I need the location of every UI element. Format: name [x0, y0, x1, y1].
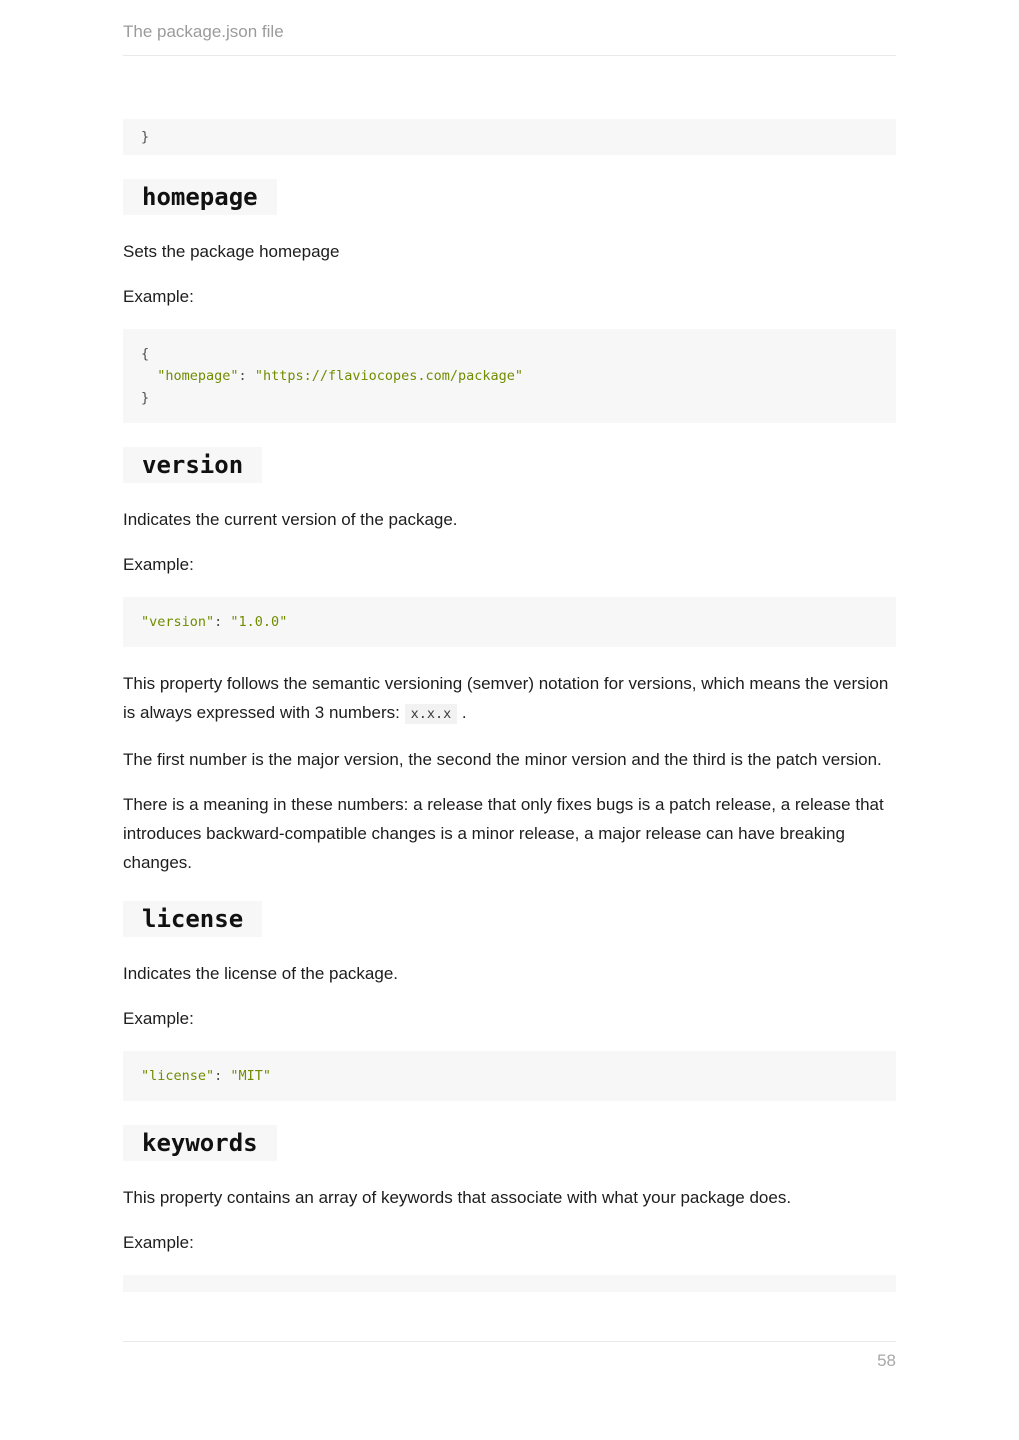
version-semver-inline-code: x.x.x: [405, 704, 458, 724]
version-semver-text-after: .: [457, 703, 467, 722]
code-block-license: "license": "MIT": [123, 1051, 896, 1101]
section-heading-license-label: license: [123, 901, 262, 937]
section-heading-version: [123, 447, 896, 483]
page-number: 58: [877, 1351, 896, 1370]
section-heading-keywords: [123, 1125, 896, 1161]
code-block-closing-brace: }: [123, 119, 896, 155]
code-block-keywords-clipped: [123, 1275, 896, 1292]
footer-divider: [123, 1341, 896, 1342]
license-description: Indicates the license of the package.: [123, 964, 399, 983]
version-meaning-paragraph: There is a meaning in these numbers: a release that only fixes bugs is a patch release, a release that introduces backward-compatible changes is a minor release, a major release can have breaking changes.: [123, 795, 884, 872]
section-heading-version-label: version: [123, 447, 262, 483]
homepage-description: Sets the package homepage: [123, 242, 340, 261]
running-header: [123, 0, 896, 56]
license-example-label: Example:: [123, 1009, 194, 1028]
version-example-label: Example:: [123, 555, 194, 574]
section-heading-keywords-label: keywords: [123, 1125, 277, 1161]
section-heading-license: [123, 901, 896, 937]
keywords-description: This property contains an array of keywords that associate with what your package does.: [123, 1188, 792, 1207]
version-major-minor-patch-paragraph: The first number is the major version, the second the minor version and the third is the patch version.: [123, 750, 882, 769]
version-semver-paragraph: [123, 669, 896, 729]
section-heading-homepage: [123, 179, 896, 215]
version-description: Indicates the current version of the package.: [123, 510, 458, 529]
keywords-example-label: Example:: [123, 1233, 194, 1252]
section-heading-homepage-label: homepage: [123, 179, 277, 215]
code-block-version: "version": "1.0.0": [123, 597, 896, 647]
running-header-title: The package.json file: [123, 22, 284, 41]
version-semver-text-before: This property follows the semantic versioning (semver) notation for versions, which means the version is always expressed with 3 numbers:: [123, 674, 889, 722]
code-block-homepage: { "homepage": "https://flaviocopes.com/package" }: [123, 329, 896, 423]
homepage-example-label: Example:: [123, 287, 194, 306]
